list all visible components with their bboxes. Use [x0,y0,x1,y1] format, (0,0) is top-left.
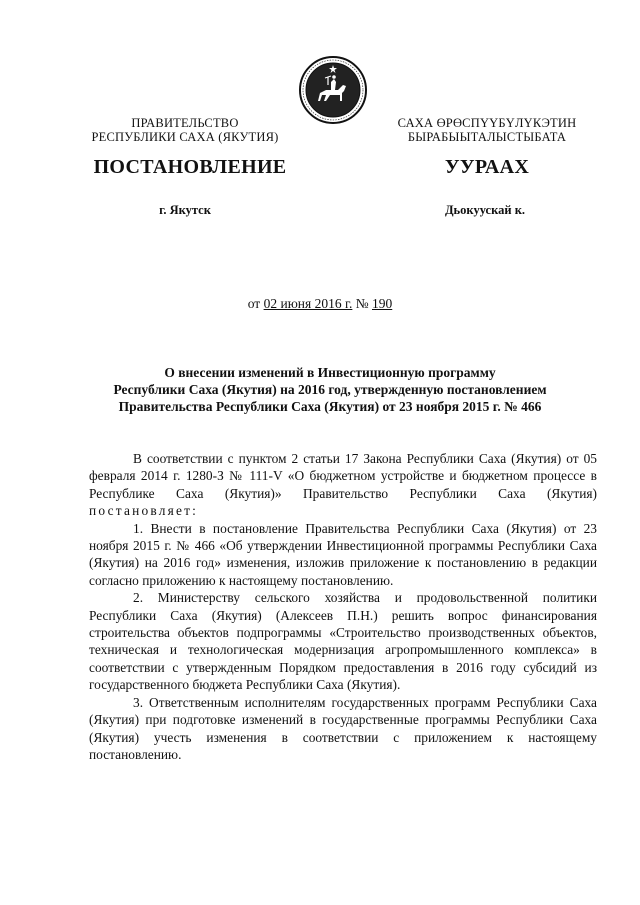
date-line [0,296,640,312]
item-2-paragraph: 2. Министерству сельского хозяйства и продовольственной политики Республики Саха (Якутия) (Алексеев П.Н.) решить вопрос финансирования строительства объектов подпрограммы «Строительство производственных объектов, техническая и технологическая модернизация агропромышленного комплекса» в соответствии с утвержденным Порядком предоставления в 2016 году субсидий из государственного бюджета Республики Саха (Якутия). [89,590,597,693]
preamble-paragraph [89,450,597,520]
decree-word: постановляет: [89,503,199,519]
government-name-sakha [372,116,602,144]
coat-of-arms-icon [298,55,368,125]
city-ru: г. Якутск [159,203,211,217]
title-line-1: О внесении изменений в Инвестиционную программу [164,365,496,380]
document-number: 190 [372,296,393,311]
number-sign: № [355,296,369,311]
doctype-ru: ПОСТАНОВЛЕНИЕ [93,156,287,178]
title-line-2: Республики Саха (Якутия) на 2016 год, утвержденную постановлением [113,382,547,397]
org-right-line-1: САХА ӨРӨСПҮҮБҮЛҮКЭТИН [397,116,577,130]
preamble-text: В соответствии с пунктом 2 статьи 17 Закона Республики Саха (Якутия) от 05 февраля 2014 г. 1280-З № 111-V «О бюджетном устройстве и бюджетном процессе в Республике Саха (Якутия)» Правительство Республики Саха (Якутия) [89,451,597,501]
title-line-3: Правительства Республики Саха (Якутия) от 23 ноября 2015 г. № 466 [118,399,542,414]
document-title [60,364,600,415]
org-left-line-1: ПРАВИТЕЛЬСТВО [131,116,239,130]
org-left-line-2: РЕСПУБЛИКИ САХА (ЯКУТИЯ) [91,130,279,144]
item-1-paragraph: 1. Внести в постановление Правительства Республики Саха (Якутия) от 23 ноября 2015 г. № 466 «Об утверждении Инвестиционной программы Республики Саха (Якутия) на 2016 год» изменения, изложив приложение к постановлению в редакции согласно приложению к настоящему постановлению. [89,520,597,588]
document-date: 02 июня 2016 г. [263,296,353,311]
doctype-sakha: УУРААХ [444,156,530,178]
date-prefix: от [247,296,261,311]
government-name-ru [85,116,285,144]
city-sakha: Дьокуускай к. [444,203,526,217]
document-body [89,450,597,763]
item-3-paragraph: 3. Ответственным исполнителям государственных программ Республики Саха (Якутия) при подготовке изменений в государственные программы Республики Саха (Якутия) учесть изменения в соответствии с приложением к настоящему постановлению. [89,694,597,762]
org-right-line-2: БЫРАБЫЫТАЛЫСТЫБАТА [407,130,567,144]
